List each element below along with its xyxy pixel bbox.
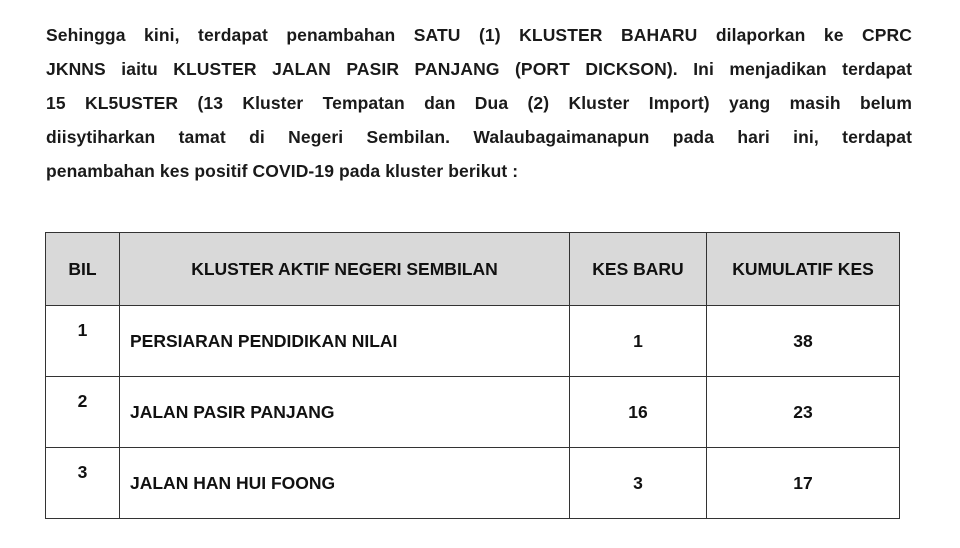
cluster-table-header	[46, 233, 900, 306]
cell-new-cases: 3	[570, 448, 707, 519]
header-cluster: KLUSTER AKTIF NEGERI SEMBILAN	[120, 233, 570, 306]
header-new-cases: KES BARU	[570, 233, 707, 306]
cell-cumulative: 23	[707, 377, 900, 448]
header-bil: BIL	[46, 233, 120, 306]
cell-new-cases: 1	[570, 306, 707, 377]
paragraph-line: JKNNS iaitu KLUSTER JALAN PASIR PANJANG (PORT DICKSON). Ini menjadikan terdapat	[46, 59, 912, 79]
cell-bil: 2	[46, 377, 120, 448]
table-row	[46, 377, 900, 448]
paragraph-line: diisytiharkan tamat di Negeri Sembilan. Walaubagaimanapun pada hari ini, terdapat	[46, 127, 912, 147]
cluster-table-body	[46, 306, 900, 519]
paragraph-line: Sehingga kini, terdapat penambahan SATU (1) KLUSTER BAHARU dilaporkan ke CPRC	[46, 25, 912, 45]
table-row	[46, 448, 900, 519]
cell-cumulative: 38	[707, 306, 900, 377]
cluster-table	[45, 232, 900, 519]
header-cumulative: KUMULATIF KES	[707, 233, 900, 306]
announcement-paragraph	[46, 18, 912, 188]
paragraph-line: penambahan kes positif COVID-19 pada kluster berikut :	[46, 161, 519, 181]
header-row	[46, 233, 900, 306]
cell-bil: 3	[46, 448, 120, 519]
table-row	[46, 306, 900, 377]
cell-cumulative: 17	[707, 448, 900, 519]
cell-cluster: PERSIARAN PENDIDIKAN NILAI	[120, 306, 570, 377]
cell-new-cases: 16	[570, 377, 707, 448]
cell-cluster: JALAN HAN HUI FOONG	[120, 448, 570, 519]
paragraph-line: 15 KL5USTER (13 Kluster Tempatan dan Dua (2) Kluster Import) yang masih belum	[46, 93, 912, 113]
cell-cluster: JALAN PASIR PANJANG	[120, 377, 570, 448]
cell-bil: 1	[46, 306, 120, 377]
